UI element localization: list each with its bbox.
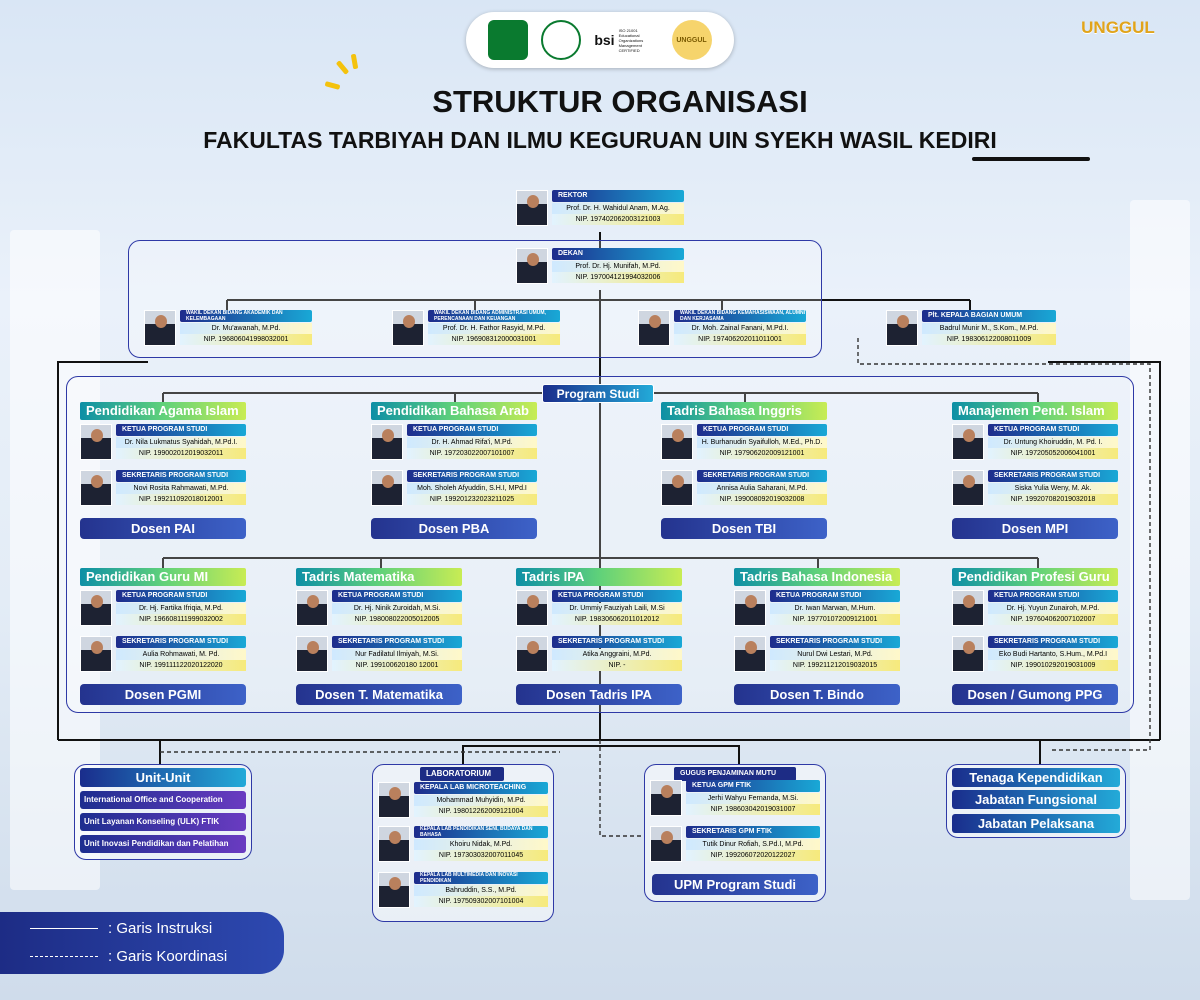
prodi-sekretaris-name: Nurul Dwi Lestari, M.Pd.: [770, 649, 900, 660]
prodi-sekretaris-card: [661, 470, 827, 506]
lab-seni-nip: NIP. 197303032007011045: [414, 850, 548, 861]
wakil-dekan-3-name: Dr. Moh. Zainal Fanani, M.Pd.I.: [674, 323, 806, 334]
prodi-sekretaris-photo: [952, 636, 984, 672]
logo-banner: [466, 12, 734, 68]
page-subtitle: FAKULTAS TARBIYAH DAN ILMU KEGURUAN UIN SYEKH WASIL KEDIRI: [203, 127, 997, 153]
gpm-sekretaris-photo: [650, 826, 682, 862]
legend-instruksi: [30, 920, 212, 937]
dosen-button[interactable]: Dosen PBA: [371, 518, 537, 539]
dosen-button[interactable]: Dosen TBI: [661, 518, 827, 539]
prodi-ketua-card: [952, 590, 1118, 626]
prodi-ketua-photo: [734, 590, 766, 626]
gpm-ketua-role: KETUA GPM FTIK: [686, 780, 820, 792]
dekan-name: Prof. Dr. Hj. Munifah, M.Pd.: [552, 261, 684, 272]
prodi-heading: Pendidikan Guru MI: [80, 568, 246, 586]
wakil-dekan-2-nip: NIP. 196908312000031001: [428, 334, 560, 345]
prodi-ketua-card: [516, 590, 682, 626]
prodi-sekretaris-nip: NIP. 199207082019032018: [988, 494, 1118, 505]
accreditation-badge-icon: UNGGUL: [672, 20, 712, 60]
prodi-sekretaris-role: SEKRETARIS PROGRAM STUDI: [332, 636, 462, 648]
prodi-ketua-card: [296, 590, 462, 626]
prodi-ketua-name: H. Burhanudin Syaifulloh, M.Ed., Ph.D.: [697, 437, 827, 448]
gpm-sekretaris-nip: NIP. 199206072020122027: [686, 850, 820, 861]
prodi-sekretaris-nip: NIP. 199008092019032008: [697, 494, 827, 505]
dekan-role: DEKAN: [552, 248, 684, 260]
dosen-button[interactable]: Dosen / Gumong PPG: [952, 684, 1118, 705]
prodi-sekretaris-role: SEKRETARIS PROGRAM STUDI: [552, 636, 682, 648]
unit-international-office[interactable]: International Office and Cooperation: [80, 791, 246, 809]
prodi-ketua-role: KETUA PROGRAM STUDI: [332, 590, 462, 602]
prodi-sekretaris-role: SEKRETARIS PROGRAM STUDI: [116, 636, 246, 648]
prodi-sekretaris-role: SEKRETARIS PROGRAM STUDI: [988, 636, 1118, 648]
prodi-sekretaris-name: Aulia Rohmawati, M. Pd.: [116, 649, 246, 660]
prodi-heading: Tadris Bahasa Indonesia: [734, 568, 900, 586]
dosen-button[interactable]: Dosen PGMI: [80, 684, 246, 705]
dosen-button[interactable]: Dosen Tadris IPA: [516, 684, 682, 705]
prodi-ketua-nip: NIP. 198008022005012005: [332, 614, 462, 625]
prodi-sekretaris-nip: NIP. 199100620180 12001: [332, 660, 462, 671]
jabatan-fungsional-button[interactable]: Jabatan Fungsional: [952, 790, 1120, 809]
wakil-dekan-3-nip: NIP. 197406202011011001: [674, 334, 806, 345]
gpm-sekretaris-card: [650, 826, 820, 862]
unggul-text: UNGGUL: [1081, 18, 1155, 37]
kemenag-logo-icon: [488, 20, 528, 60]
legend-koordinasi: [30, 948, 227, 965]
prodi-ketua-role: KETUA PROGRAM STUDI: [116, 424, 246, 436]
prodi-heading: Tadris IPA: [516, 568, 682, 586]
prodi-ketua-card: [371, 424, 537, 460]
wakil-dekan-1-card: [144, 310, 312, 346]
prodi-ketua-role: KETUA PROGRAM STUDI: [988, 424, 1118, 436]
gpm-ketua-photo: [650, 780, 682, 816]
dosen-button[interactable]: Dosen T. Matematika: [296, 684, 462, 705]
prodi-ketua-name: Dr. Hj. Ninik Zuroidah, M.Si.: [332, 603, 462, 614]
prodi-sekretaris-name: Siska Yulia Weny, M. Ak.: [988, 483, 1118, 494]
wakil-dekan-1-name: Dr. Mu'awanah, M.Pd.: [180, 323, 312, 334]
wakil-dekan-1-photo: [144, 310, 176, 346]
prodi-ketua-card: [80, 424, 246, 460]
unggul-wreath-logo: [1060, 8, 1176, 66]
prodi-ketua-card: [661, 424, 827, 460]
prodi-ketua-nip: NIP. 197701072009121001: [770, 614, 900, 625]
bsi-certification: [594, 28, 658, 53]
prodi-sekretaris-nip: NIP. 199211212019032015: [770, 660, 900, 671]
lab-multimedia-name: Bahruddin, S.S., M.Pd.: [414, 885, 548, 896]
lab-seni-role: KEPALA LAB PENDIDIKAN SENI, BUDAYA DAN BAHASA: [414, 826, 548, 838]
laboratorium-title: LABORATORIUM: [420, 767, 504, 781]
prodi-ketua-photo: [80, 590, 112, 626]
prodi-ketua-role: KETUA PROGRAM STUDI: [116, 590, 246, 602]
legend-instruksi-label: : Garis Instruksi: [108, 920, 213, 937]
prodi-sekretaris-role: SEKRETARIS PROGRAM STUDI: [407, 470, 537, 482]
prodi-sekretaris-card: [80, 636, 246, 672]
prodi-sekretaris-role: SEKRETARIS PROGRAM STUDI: [697, 470, 827, 482]
gpm-sekretaris-name: Tutik Dinur Rofiah, S.Pd.I, M.Pd.: [686, 839, 820, 850]
prodi-ketua-name: Dr. Hj. Yuyun Zunairoh, M.Pd.: [988, 603, 1118, 614]
wakil-dekan-2-photo: [392, 310, 424, 346]
uin-logo-icon: [541, 20, 581, 60]
prodi-sekretaris-name: Annisa Aulia Saharani, M.Pd.: [697, 483, 827, 494]
prodi-sekretaris-nip: NIP. 199211092018012001: [116, 494, 246, 505]
bsi-logo-icon: bsi: [594, 32, 615, 48]
prodi-sekretaris-photo: [952, 470, 984, 506]
lab-microteaching-nip: NIP. 198012262009121004: [414, 806, 548, 817]
lab-microteaching-role: KEPALA LAB MICROTEACHING: [414, 782, 548, 794]
prodi-sekretaris-card: [952, 470, 1118, 506]
prodi-ketua-card: [952, 424, 1118, 460]
rektor-card: [516, 190, 684, 226]
prodi-sekretaris-nip: NIP. 199010292019031009: [988, 660, 1118, 671]
lab-seni-name: Khoiru Nidak, M.Pd.: [414, 839, 548, 850]
line-legend: [0, 912, 284, 974]
prodi-ketua-role: KETUA PROGRAM STUDI: [770, 590, 900, 602]
prodi-ketua-name: Dr. Hj. Fartika Ifriqia, M.Pd.: [116, 603, 246, 614]
prodi-sekretaris-photo: [80, 636, 112, 672]
program-studi-title: Program Studi: [542, 384, 654, 403]
wakil-dekan-3-photo: [638, 310, 670, 346]
solid-line-icon: [30, 928, 98, 929]
prodi-sekretaris-photo: [371, 470, 403, 506]
jabatan-pelaksana-button[interactable]: Jabatan Pelaksana: [952, 814, 1120, 833]
prodi-sekretaris-role: SEKRETARIS PROGRAM STUDI: [988, 470, 1118, 482]
prodi-sekretaris-photo: [516, 636, 548, 672]
prodi-ketua-nip: NIP. 199002012019032011: [116, 448, 246, 459]
dosen-button[interactable]: Dosen MPI: [952, 518, 1118, 539]
prodi-ketua-role: KETUA PROGRAM STUDI: [988, 590, 1118, 602]
rektor-name: Prof. Dr. H. Wahidul Anam, M.Ag.: [552, 203, 684, 214]
lab-multimedia-card: [378, 872, 548, 908]
prodi-ketua-name: Dr. Iwan Marwan, M.Hum.: [770, 603, 900, 614]
prodi-ketua-name: Dr. Ummiy Fauziyah Laili, M.Si: [552, 603, 682, 614]
prodi-ketua-photo: [296, 590, 328, 626]
prodi-ketua-nip: NIP. 198306062011012012: [552, 614, 682, 625]
rektor-nip: NIP. 197402062003121003: [552, 214, 684, 225]
prodi-heading: Manajemen Pend. Islam: [952, 402, 1118, 420]
tenaga-kependidikan-title: Tenaga Kependidikan: [952, 768, 1120, 787]
prodi-ketua-photo: [952, 590, 984, 626]
lab-multimedia-photo: [378, 872, 410, 908]
prodi-ketua-photo: [661, 424, 693, 460]
title-underline: [972, 157, 1090, 161]
page-title: STRUKTUR ORGANISASI: [432, 84, 808, 119]
prodi-ketua-nip: NIP. 196608111999032002: [116, 614, 246, 625]
prodi-sekretaris-name: Eko Budi Hartanto, S.Hum., M.Pd.I: [988, 649, 1118, 660]
gpm-ketua-nip: NIP. 198603042019031007: [686, 804, 820, 815]
prodi-sekretaris-role: SEKRETARIS PROGRAM STUDI: [116, 470, 246, 482]
prodi-sekretaris-nip: NIP. 199201232023211025: [407, 494, 537, 505]
unit-inovasi-pendidikan[interactable]: Unit Inovasi Pendidikan dan Pelatihan: [80, 835, 246, 853]
prodi-ketua-nip: NIP. 197203022007101007: [407, 448, 537, 459]
lab-microteaching-name: Mohammad Muhyidin, M.Pd.: [414, 795, 548, 806]
prodi-ketua-photo: [371, 424, 403, 460]
prodi-ketua-card: [734, 590, 900, 626]
rektor-role: REKTOR: [552, 190, 684, 202]
prodi-sekretaris-photo: [80, 470, 112, 506]
gpm-ketua-name: Jerhi Wahyu Fernanda, M.Si.: [686, 793, 820, 804]
prodi-sekretaris-card: [516, 636, 682, 672]
kepala-bagian-umum-card: [886, 310, 1056, 346]
prodi-sekretaris-photo: [296, 636, 328, 672]
prodi-sekretaris-name: Novi Rosita Rahmawati, M.Pd.: [116, 483, 246, 494]
prodi-ketua-name: Dr. Nila Lukmatus Syahidah, M.Pd.I.: [116, 437, 246, 448]
lab-multimedia-nip: NIP. 197509302007101004: [414, 896, 548, 907]
prodi-sekretaris-card: [80, 470, 246, 506]
kepala-bagian-umum-nip: NIP. 198306122008011009: [922, 334, 1056, 345]
dekan-nip: NIP. 197004121994032006: [552, 272, 684, 283]
prodi-ketua-photo: [80, 424, 112, 460]
prodi-ketua-name: Dr. Untung Khoiruddin, M. Pd. I.: [988, 437, 1118, 448]
prodi-sekretaris-card: [371, 470, 537, 506]
prodi-heading: Pendidikan Bahasa Arab: [371, 402, 537, 420]
prodi-sekretaris-photo: [734, 636, 766, 672]
prodi-sekretaris-nip: NIP. -: [552, 660, 682, 671]
prodi-sekretaris-card: [296, 636, 462, 672]
prodi-sekretaris-nip: NIP. 199111122020122020: [116, 660, 246, 671]
lab-multimedia-role: KEPALA LAB MULTIMEDIA DAN INOVASI PENDIDIKAN: [414, 872, 548, 884]
wakil-dekan-2-card: [392, 310, 560, 346]
iso-text: ISO 21001 Educational Organizations Management CERTIFIED: [618, 27, 644, 53]
wakil-dekan-3-card: [638, 310, 806, 346]
prodi-ketua-card: [80, 590, 246, 626]
prodi-heading: Tadris Bahasa Inggris: [661, 402, 827, 420]
prodi-ketua-nip: NIP. 197604062007102007: [988, 614, 1118, 625]
wakil-dekan-1-role: WAKIL DEKAN BIDANG AKADEMIK DAN KELEMBAGAAN: [180, 310, 312, 322]
wakil-dekan-2-role: WAKIL DEKAN BIDANG ADMINISTRASI UMUM, PERENCANAAN DAN KEUANGAN: [428, 310, 560, 322]
lab-microteaching-card: [378, 782, 548, 818]
unit-layanan-konseling[interactable]: Unit Layanan Konseling (ULK) FTIK: [80, 813, 246, 831]
prodi-heading: Pendidikan Profesi Guru: [952, 568, 1118, 586]
kepala-bagian-umum-photo: [886, 310, 918, 346]
dekan-photo: [516, 248, 548, 284]
dekan-card: [516, 248, 684, 284]
prodi-heading: Tadris Matematika: [296, 568, 462, 586]
lab-seni-photo: [378, 826, 410, 862]
prodi-sekretaris-name: Nur Fadilatul Ilmiyah, M.Si.: [332, 649, 462, 660]
lab-seni-card: [378, 826, 548, 862]
kepala-bagian-umum-role: Plt. KEPALA BAGIAN UMUM: [922, 310, 1056, 322]
prodi-sekretaris-card: [952, 636, 1118, 672]
lab-microteaching-photo: [378, 782, 410, 818]
unit-unit-title: Unit-Unit: [80, 768, 246, 787]
prodi-heading: Pendidikan Agama Islam: [80, 402, 246, 420]
legend-koordinasi-label: : Garis Koordinasi: [108, 948, 228, 965]
prodi-sekretaris-role: SEKRETARIS PROGRAM STUDI: [770, 636, 900, 648]
wakil-dekan-1-nip: NIP. 196806041998032001: [180, 334, 312, 345]
dosen-button[interactable]: Dosen T. Bindo: [734, 684, 900, 705]
gpm-sekretaris-role: SEKRETARIS GPM FTIK: [686, 826, 820, 838]
prodi-sekretaris-name: Moh. Sholeh Afyuddin, S.H.I, MPd.I: [407, 483, 537, 494]
prodi-ketua-nip: NIP. 197906202009121001: [697, 448, 827, 459]
prodi-sekretaris-photo: [661, 470, 693, 506]
wakil-dekan-2-name: Prof. Dr. H. Fathor Rasyid, M.Pd.: [428, 323, 560, 334]
upm-program-studi-button[interactable]: UPM Program Studi: [652, 874, 818, 895]
prodi-ketua-photo: [516, 590, 548, 626]
dosen-button[interactable]: Dosen PAI: [80, 518, 246, 539]
dashed-line-icon: [30, 956, 98, 957]
gpm-title: GUGUS PENJAMINAN MUTU: [674, 767, 796, 781]
prodi-ketua-name: Dr. H. Ahmad Rifa'i, M.Pd.: [407, 437, 537, 448]
wakil-dekan-3-role: WAKIL DEKAN BIDANG KEMAHASISWAAN, ALUMNI DAN KERJASAMA: [674, 310, 806, 322]
prodi-ketua-role: KETUA PROGRAM STUDI: [407, 424, 537, 436]
prodi-sekretaris-card: [734, 636, 900, 672]
prodi-sekretaris-name: Atika Anggraini, M.Pd.: [552, 649, 682, 660]
rektor-photo: [516, 190, 548, 226]
prodi-ketua-nip: NIP. 197205052006041001: [988, 448, 1118, 459]
prodi-ketua-role: KETUA PROGRAM STUDI: [552, 590, 682, 602]
gpm-ketua-card: [650, 780, 820, 816]
kepala-bagian-umum-name: Badrul Munir M., S.Kom., M.Pd.: [922, 323, 1056, 334]
prodi-ketua-photo: [952, 424, 984, 460]
prodi-ketua-role: KETUA PROGRAM STUDI: [697, 424, 827, 436]
